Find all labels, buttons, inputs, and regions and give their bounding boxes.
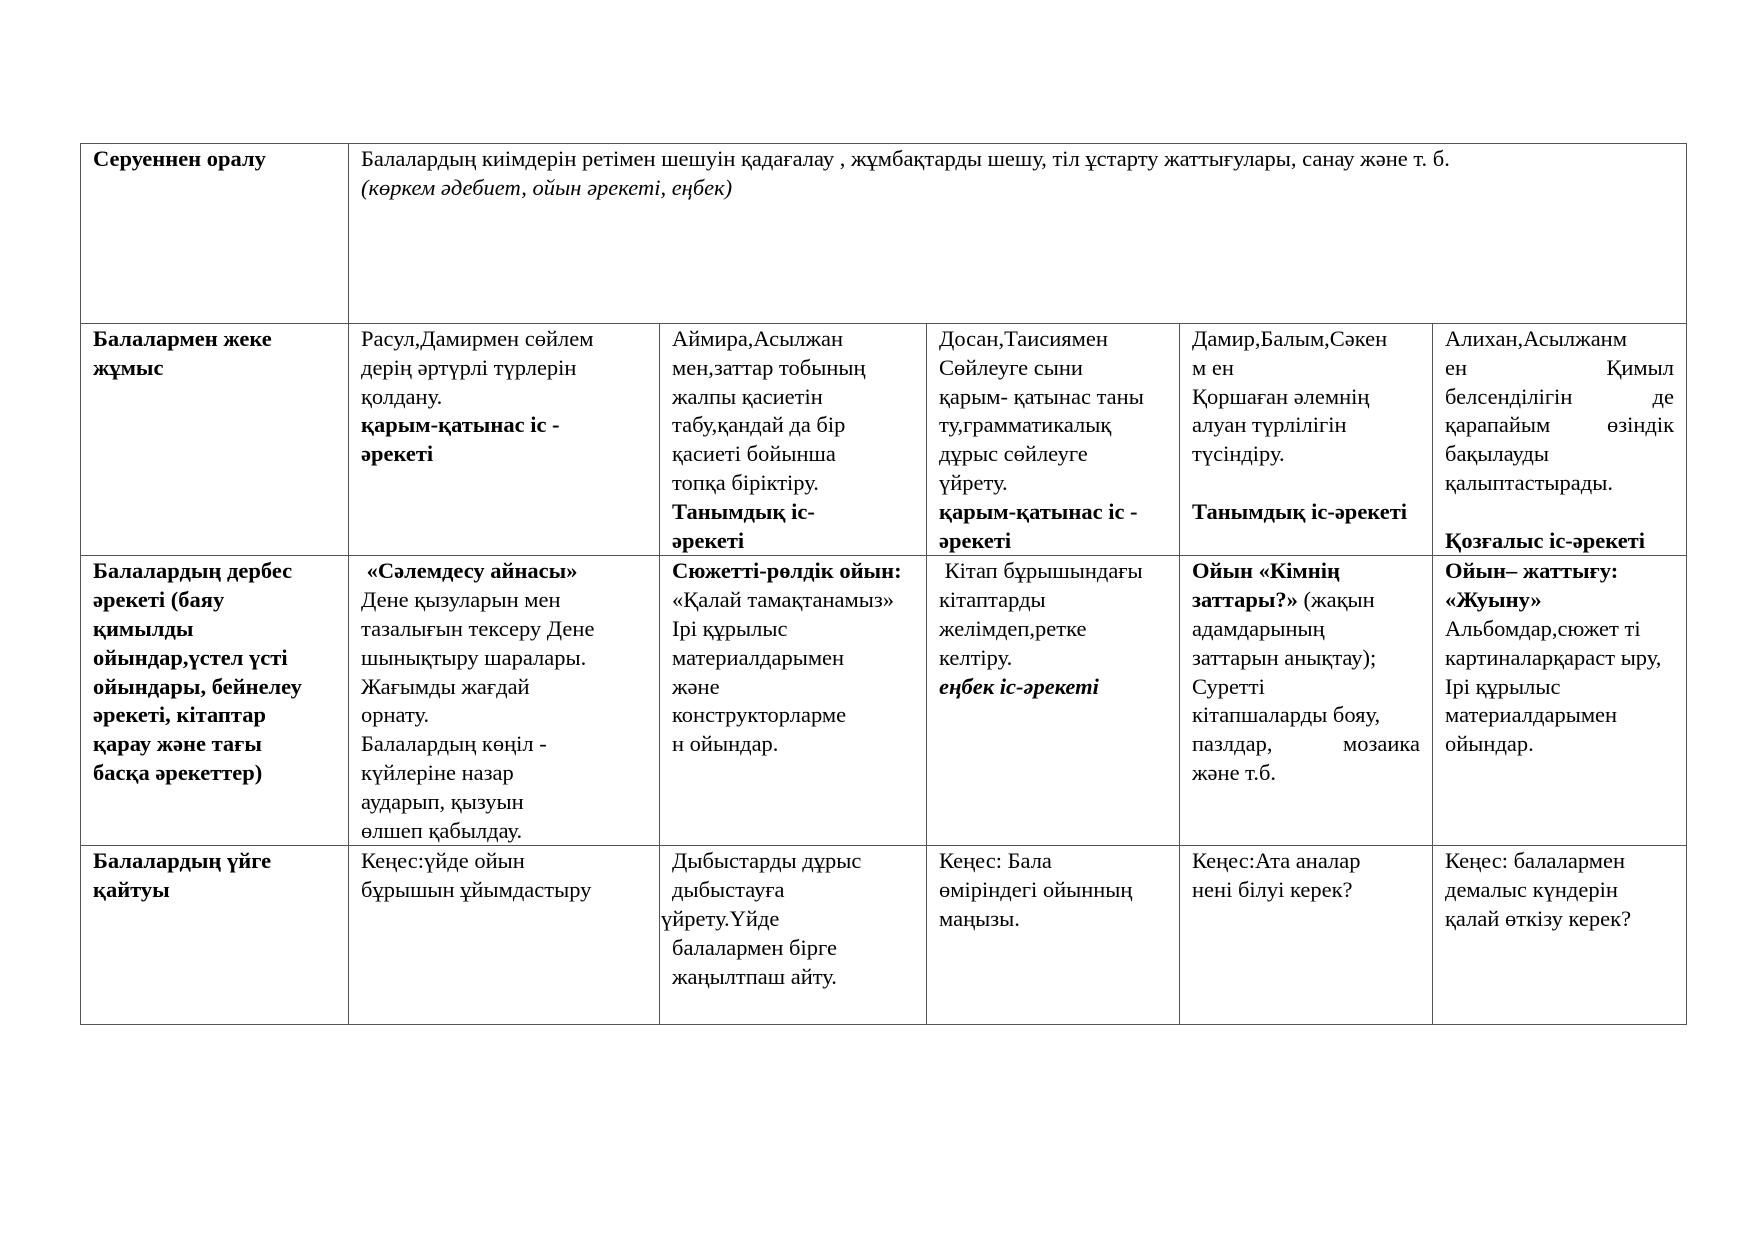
cell-line: өміріндегі ойынның	[939, 877, 1133, 903]
cell-line: дыбыстауға	[672, 877, 785, 903]
cell-line: Аймира,Асылжан	[672, 326, 844, 351]
cell-line: ен Қимыл	[1445, 354, 1674, 380]
table-cell	[349, 556, 660, 846]
cell-title: «Сәлемдесу айнасы»	[361, 558, 578, 584]
table-cell	[1433, 324, 1687, 556]
cell-line: Дыбыстарды дұрыс	[672, 848, 862, 874]
table-cell	[1180, 556, 1433, 846]
cell-line: үйрету.Үйде	[661, 905, 780, 931]
table-cell	[1433, 846, 1687, 1025]
table-cell	[660, 324, 927, 556]
activity-label: қарым-қатынас іс -	[939, 498, 1138, 524]
cell-line: Альбомдар,сюжет ті	[1445, 615, 1641, 641]
cell-note: (көркем әдебиет, ойын әрекеті, еңбек)	[361, 174, 733, 200]
cell-line: бақылауды	[1445, 441, 1549, 467]
row-label-line: Балалармен жеке	[93, 326, 272, 351]
cell-line: нені білуі керек?	[1192, 877, 1353, 903]
row-label	[81, 324, 349, 556]
activity-label: Танымдық іс-әрекеті	[1192, 498, 1408, 524]
table-row	[81, 144, 1687, 324]
cell-line: заттарын анықтау);	[1192, 644, 1377, 670]
activity-label: еңбек іс-әрекеті	[939, 673, 1099, 699]
row-label-line: әрекеті, кітаптар	[93, 702, 266, 728]
cell-title: заттары?»	[1192, 587, 1298, 613]
cell-text: Балалардың киімдерін ретімен шешуін қадағалау , жұмбақтарды шешу, тіл ұстарту жаттығулары, санау және т. б.	[361, 146, 1450, 171]
cell-line: Суретті	[1192, 673, 1265, 699]
activity-label: әрекеті	[361, 441, 434, 467]
table-cell	[660, 556, 927, 846]
table-cell	[927, 846, 1180, 1025]
cell-line: кітапшаларды бояу,	[1192, 702, 1381, 728]
cell-line: және	[672, 673, 720, 699]
cell-line: Қоршаған әлемнің	[1192, 383, 1370, 409]
row-label-line: қайтуы	[93, 877, 170, 903]
cell-line: Сөйлеуге сыни	[939, 354, 1083, 380]
table-cell	[927, 324, 1180, 556]
cell-line: жалпы қасиетін	[672, 383, 823, 409]
activity-label: Танымдық іс-	[672, 498, 815, 524]
activity-label: қарым-қатынас іс -	[361, 412, 560, 438]
cell-line: Жағымды жағдай	[361, 673, 530, 699]
cell-line: қолдану.	[361, 383, 443, 409]
row-label-line: әрекеті (баяу	[93, 587, 225, 613]
table-cell	[927, 556, 1180, 846]
cell-line: түсіндіру.	[1192, 441, 1285, 467]
cell-line: конструкторларме	[672, 702, 847, 728]
cell-title-suffix: (жақын	[1297, 587, 1375, 613]
cell-line: Досан,Таисиямен	[939, 326, 1108, 351]
cell-line: демалыс күндерін	[1445, 877, 1618, 903]
cell-line: балалармен бірге	[672, 934, 837, 960]
cell-line: дұрыс сөйлеуге	[939, 441, 1088, 467]
cell-line: Кеңес:үйде ойын	[361, 848, 525, 874]
cell-line: қалыптастырады.	[1445, 469, 1613, 495]
table-cell	[349, 144, 1687, 324]
cell-line: қасиеті бойынша	[672, 441, 836, 467]
row-label	[81, 556, 349, 846]
row-label-line: Балалардың дербес	[93, 558, 293, 584]
table-row	[81, 324, 1687, 556]
cell-line: үйрету.	[939, 469, 1008, 495]
cell-line: Расул,Дамирмен сөйлем	[361, 326, 594, 351]
cell-title: Сюжетті-рөлдік ойын:	[672, 558, 902, 584]
row-label	[81, 144, 349, 324]
row-label-line: қарау және тағы	[93, 731, 262, 757]
row-label-line: басқа әрекеттер)	[93, 759, 263, 785]
cell-line: Кеңес: балалармен	[1445, 848, 1626, 874]
cell-line: табу,қандай да бір	[672, 412, 846, 438]
table-cell	[349, 324, 660, 556]
spacer	[1445, 498, 1674, 527]
cell-title: Ойын «Кімнің	[1192, 558, 1340, 584]
table-cell	[1180, 324, 1433, 556]
cell-line: қалай өткізу керек?	[1445, 905, 1632, 931]
cell-line: адамдарының	[1192, 615, 1325, 641]
cell-title-line	[1192, 586, 1420, 615]
table-row	[81, 846, 1687, 1025]
cell-line: топқа біріктіру.	[672, 469, 819, 495]
table-row	[81, 556, 1687, 846]
cell-line: Балалардың көңіл -	[361, 731, 547, 757]
table-cell	[349, 846, 660, 1025]
activity-label: Қозғалыс іс-әрекеті	[1445, 527, 1645, 553]
cell-line: орнату.	[361, 702, 430, 728]
cell-line: картиналарқараст ыру,	[1445, 644, 1662, 670]
cell-line: м ен	[1192, 354, 1234, 380]
cell-line: шынықтыру шаралары.	[361, 644, 587, 670]
cell-line: Кітап бұрышындағы	[939, 558, 1143, 584]
cell-line: Алихан,Асылжанм	[1445, 326, 1627, 351]
row-label-line: Серуеннен оралу	[93, 146, 266, 171]
cell-line: маңызы.	[939, 905, 1020, 931]
cell-line: аударып, қызуын	[361, 788, 524, 814]
table-cell	[660, 846, 927, 1025]
row-label-line: Балалардың үйге	[93, 848, 272, 874]
cell-line: тазалығын тексеру Дене	[361, 615, 595, 641]
cell-line: белсенділігін де	[1445, 383, 1674, 409]
table-cell	[1180, 846, 1433, 1025]
cell-line: дерің әртүрлі түрлерін	[361, 354, 577, 380]
cell-line: Дене қызуларын мен	[361, 587, 561, 613]
cell-line: материалдарымен	[1445, 702, 1618, 728]
row-label-line: ойындары, бейнелеу	[93, 673, 302, 699]
cell-line: кітаптарды	[939, 587, 1046, 613]
cell-line: келтіру.	[939, 644, 1013, 670]
cell-line: бұрышын ұйымдастыру	[361, 877, 592, 903]
cell-line: алуан түрлілігін	[1192, 412, 1347, 438]
cell-title: Ойын– жаттығу:	[1445, 558, 1619, 584]
cell-line: материалдарымен	[672, 644, 845, 670]
cell-line: өлшеп қабылдау.	[361, 817, 523, 843]
spacer	[1192, 469, 1420, 498]
cell-title: «Жуыну»	[1445, 587, 1542, 613]
activity-label: әрекеті	[672, 527, 745, 553]
cell-line: н ойындар.	[672, 731, 779, 757]
activity-label: әрекеті	[939, 527, 1012, 553]
row-label	[81, 846, 349, 1025]
cell-line: мен,заттар тобының	[672, 354, 866, 380]
cell-line: ойындар.	[1445, 731, 1534, 757]
row-label-line: қимылды	[93, 615, 194, 641]
cell-line: жаңылтпаш айту.	[672, 963, 837, 989]
cell-line: қарым- қатынас таны	[939, 383, 1144, 409]
cell-line: пазлдар, мозаика	[1192, 731, 1420, 757]
cell-line: қарапайым өзіндік	[1445, 412, 1674, 438]
cell-line: Кеңес: Бала	[939, 848, 1052, 874]
table-cell	[1433, 556, 1687, 846]
cell-line: Ірі құрылыс	[672, 615, 788, 641]
cell-line: желімдеп,ретке	[939, 615, 1087, 641]
cell-line: Ірі құрылыс	[1445, 673, 1561, 699]
cell-line: және т.б.	[1192, 759, 1277, 785]
row-label-line: жұмыс	[93, 354, 164, 380]
cell-line: күйлеріне назар	[361, 759, 514, 785]
schedule-table	[80, 143, 1687, 1025]
cell-line: Кеңес:Ата аналар	[1192, 848, 1361, 874]
cell-line: Дамир,Балым,Сәкен	[1192, 326, 1388, 351]
cell-line: «Қалай тамақтанамыз»	[672, 587, 895, 613]
cell-line: ту,грамматикалық	[939, 412, 1112, 438]
row-label-line: ойындар,үстел үсті	[93, 644, 288, 670]
